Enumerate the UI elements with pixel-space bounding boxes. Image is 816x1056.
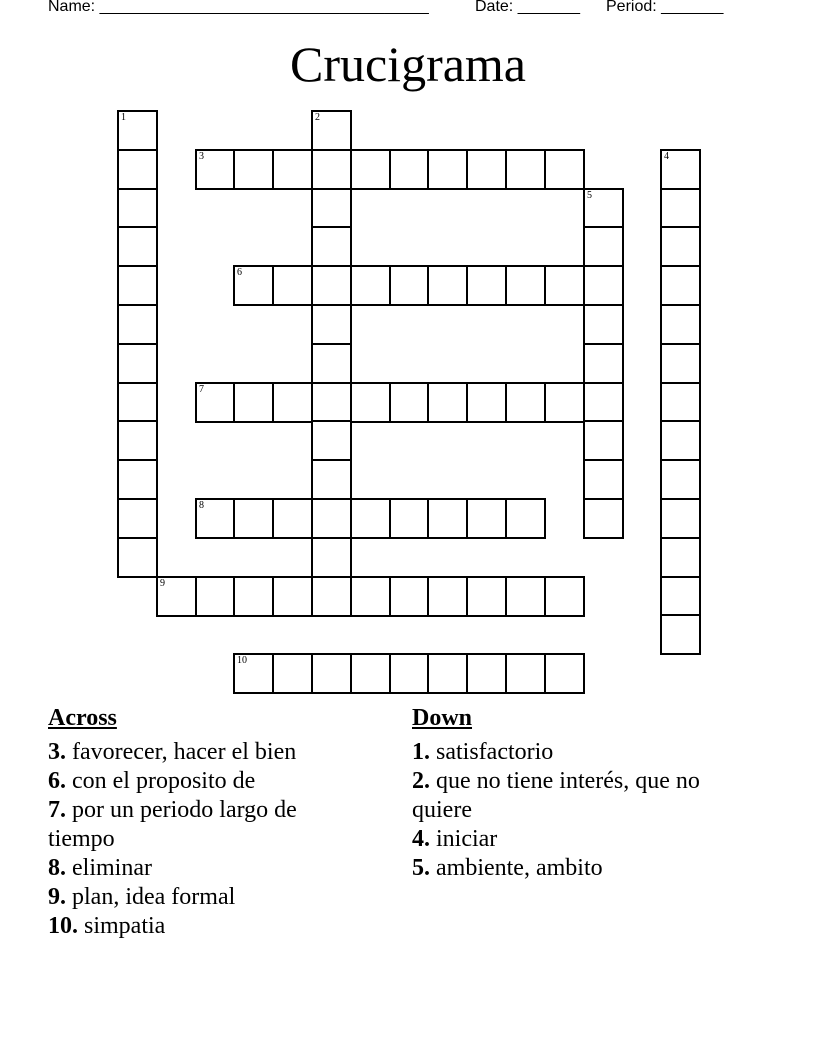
crossword-cell[interactable] — [583, 498, 624, 539]
crossword-cell[interactable] — [117, 265, 158, 306]
crossword-cell[interactable] — [117, 188, 158, 229]
across-clues — [48, 704, 368, 941]
crossword-cell[interactable] — [389, 265, 430, 306]
crossword-cell[interactable] — [660, 188, 701, 229]
crossword-cell[interactable] — [272, 498, 313, 539]
down-heading: Down — [412, 705, 473, 731]
clue-text: plan, idea formal — [72, 884, 236, 910]
crossword-cell[interactable] — [311, 537, 352, 578]
cell-number: 6 — [237, 267, 242, 278]
crossword-cell[interactable] — [583, 304, 624, 345]
crossword-cell[interactable] — [544, 653, 585, 694]
crossword-cell[interactable] — [117, 420, 158, 461]
crossword-cell[interactable] — [427, 498, 468, 539]
crossword-cell[interactable] — [117, 110, 158, 151]
clue-text: por un periodo largo de tiempo — [48, 797, 297, 852]
clue-text: favorecer, hacer el bien — [72, 739, 297, 765]
clue-item — [412, 738, 752, 767]
crossword-cell[interactable] — [233, 149, 274, 190]
down-clue-list — [412, 738, 752, 883]
crossword-cell[interactable] — [583, 382, 624, 423]
crossword-cell[interactable] — [272, 576, 313, 617]
crossword-cell[interactable] — [583, 459, 624, 500]
cell-number: 10 — [237, 655, 247, 666]
crossword-cell[interactable] — [350, 576, 391, 617]
across-heading: Across — [48, 705, 117, 731]
cell-number: 8 — [199, 500, 204, 511]
clue-item — [412, 825, 752, 854]
across-clue-list — [48, 738, 368, 941]
crossword-cell[interactable] — [466, 498, 507, 539]
clue-number: 6. — [48, 768, 66, 794]
crossword-cell[interactable] — [427, 149, 468, 190]
crossword-cell[interactable] — [233, 653, 274, 694]
crossword-cell[interactable] — [156, 576, 197, 617]
crossword-cell[interactable] — [660, 265, 701, 306]
crossword-cell[interactable] — [117, 226, 158, 267]
clue-text: que no tiene interés, que no quiere — [412, 768, 700, 823]
clue-number: 5. — [412, 855, 430, 881]
clue-number: 8. — [48, 855, 66, 881]
crossword-cell[interactable] — [544, 149, 585, 190]
crossword-cell[interactable] — [311, 188, 352, 229]
period-field-label: Period: _______ — [606, 0, 724, 15]
crossword-cell[interactable] — [660, 420, 701, 461]
crossword-cell[interactable] — [195, 576, 236, 617]
clue-item — [412, 854, 752, 883]
crossword-cell[interactable] — [350, 265, 391, 306]
crossword-cell[interactable] — [311, 459, 352, 500]
crossword-cell[interactable] — [427, 382, 468, 423]
crossword-cell[interactable] — [660, 614, 701, 655]
clue-number: 10. — [48, 913, 78, 939]
crossword-cell[interactable] — [466, 265, 507, 306]
clue-item — [48, 796, 368, 854]
crossword-cell[interactable] — [117, 537, 158, 578]
crossword-cell[interactable] — [272, 149, 313, 190]
crossword-cell[interactable] — [311, 149, 352, 190]
crossword-cell[interactable] — [466, 576, 507, 617]
crossword-cell[interactable] — [660, 382, 701, 423]
cell-number: 3 — [199, 151, 204, 162]
clue-number: 4. — [412, 826, 430, 852]
crossword-cell[interactable] — [350, 149, 391, 190]
crossword-cell[interactable] — [117, 343, 158, 384]
crossword-cell[interactable] — [272, 653, 313, 694]
cell-number: 5 — [587, 190, 592, 201]
crossword-cell[interactable] — [505, 265, 546, 306]
page-title: Crucigrama — [289, 36, 526, 92]
clue-item — [48, 738, 368, 767]
clue-number: 9. — [48, 884, 66, 910]
crossword-cell[interactable] — [544, 576, 585, 617]
crossword-cell[interactable] — [117, 149, 158, 190]
down-clues — [412, 704, 752, 883]
cell-number: 2 — [315, 112, 320, 123]
crossword-cell[interactable] — [466, 149, 507, 190]
name-field-label: Name: _____________________________________ — [48, 0, 429, 15]
crossword-cell[interactable] — [350, 498, 391, 539]
crossword-cell[interactable] — [583, 343, 624, 384]
clue-number: 3. — [48, 739, 66, 765]
crossword-cell[interactable] — [195, 498, 236, 539]
crossword-cell[interactable] — [660, 343, 701, 384]
clue-item — [48, 767, 368, 796]
clue-item — [48, 912, 368, 941]
crossword-cell[interactable] — [117, 304, 158, 345]
clue-number: 1. — [412, 739, 430, 765]
crossword-cell[interactable] — [350, 382, 391, 423]
crossword-cell[interactable] — [311, 498, 352, 539]
crossword-cell[interactable] — [233, 265, 274, 306]
crossword-cell[interactable] — [505, 382, 546, 423]
crossword-cell[interactable] — [660, 537, 701, 578]
crossword-cell[interactable] — [583, 265, 624, 306]
crossword-cell[interactable] — [660, 459, 701, 500]
clue-item — [48, 854, 368, 883]
crossword-cell[interactable] — [117, 459, 158, 500]
crossword-cell[interactable] — [544, 265, 585, 306]
crossword-cell[interactable] — [583, 420, 624, 461]
crossword-cell[interactable] — [311, 343, 352, 384]
clue-text: iniciar — [436, 826, 498, 852]
clue-text: ambiente, ambito — [436, 855, 603, 881]
crossword-cell[interactable] — [583, 188, 624, 229]
crossword-cell[interactable] — [660, 149, 701, 190]
crossword-cell[interactable] — [272, 265, 313, 306]
crossword-cell[interactable] — [117, 382, 158, 423]
crossword-cell[interactable] — [505, 498, 546, 539]
crossword-cell[interactable] — [233, 576, 274, 617]
clue-text: con el proposito de — [72, 768, 256, 794]
crossword-cell[interactable] — [466, 382, 507, 423]
crossword-cell[interactable] — [311, 420, 352, 461]
clue-number: 2. — [412, 768, 430, 794]
crossword-cell[interactable] — [233, 382, 274, 423]
date-field-label: Date: _______ — [475, 0, 580, 15]
crossword-cell[interactable] — [389, 149, 430, 190]
clue-text: simpatia — [84, 913, 166, 939]
crossword-cell[interactable] — [427, 265, 468, 306]
crossword-cell[interactable] — [466, 653, 507, 694]
clue-number: 7. — [48, 797, 66, 823]
clue-text: eliminar — [72, 855, 152, 881]
crossword-cell[interactable] — [311, 304, 352, 345]
crossword-cell[interactable] — [427, 653, 468, 694]
crossword-cell[interactable] — [311, 576, 352, 617]
crossword-cell[interactable] — [311, 382, 352, 423]
crossword-cell[interactable] — [660, 226, 701, 267]
crossword-cell[interactable] — [195, 382, 236, 423]
crossword-cell[interactable] — [350, 653, 391, 694]
crossword-cell[interactable] — [117, 498, 158, 539]
crossword-cell[interactable] — [389, 653, 430, 694]
crossword-cell[interactable] — [311, 110, 352, 151]
cell-number: 9 — [160, 578, 165, 589]
crossword-cell[interactable] — [660, 304, 701, 345]
crossword-cell[interactable] — [233, 498, 274, 539]
crossword-cell[interactable] — [505, 653, 546, 694]
crossword-cell[interactable] — [389, 382, 430, 423]
crossword-cell[interactable] — [544, 382, 585, 423]
clue-item — [412, 767, 752, 825]
crossword-cell[interactable] — [427, 576, 468, 617]
crossword-cell[interactable] — [272, 382, 313, 423]
crossword-cell[interactable] — [583, 226, 624, 267]
cell-number: 4 — [664, 151, 669, 162]
crossword-cell[interactable] — [389, 576, 430, 617]
crossword-cell[interactable] — [389, 498, 430, 539]
crossword-cell[interactable] — [660, 576, 701, 617]
cell-number: 7 — [199, 384, 204, 395]
crossword-cell[interactable] — [311, 265, 352, 306]
cell-number: 1 — [121, 112, 126, 123]
crossword-cell[interactable] — [311, 226, 352, 267]
crossword-cell[interactable] — [505, 149, 546, 190]
crossword-cell[interactable] — [195, 149, 236, 190]
crossword-cell[interactable] — [505, 576, 546, 617]
crossword-cell[interactable] — [660, 498, 701, 539]
crossword-cell[interactable] — [311, 653, 352, 694]
clue-item — [48, 883, 368, 912]
clue-text: satisfactorio — [436, 739, 554, 765]
